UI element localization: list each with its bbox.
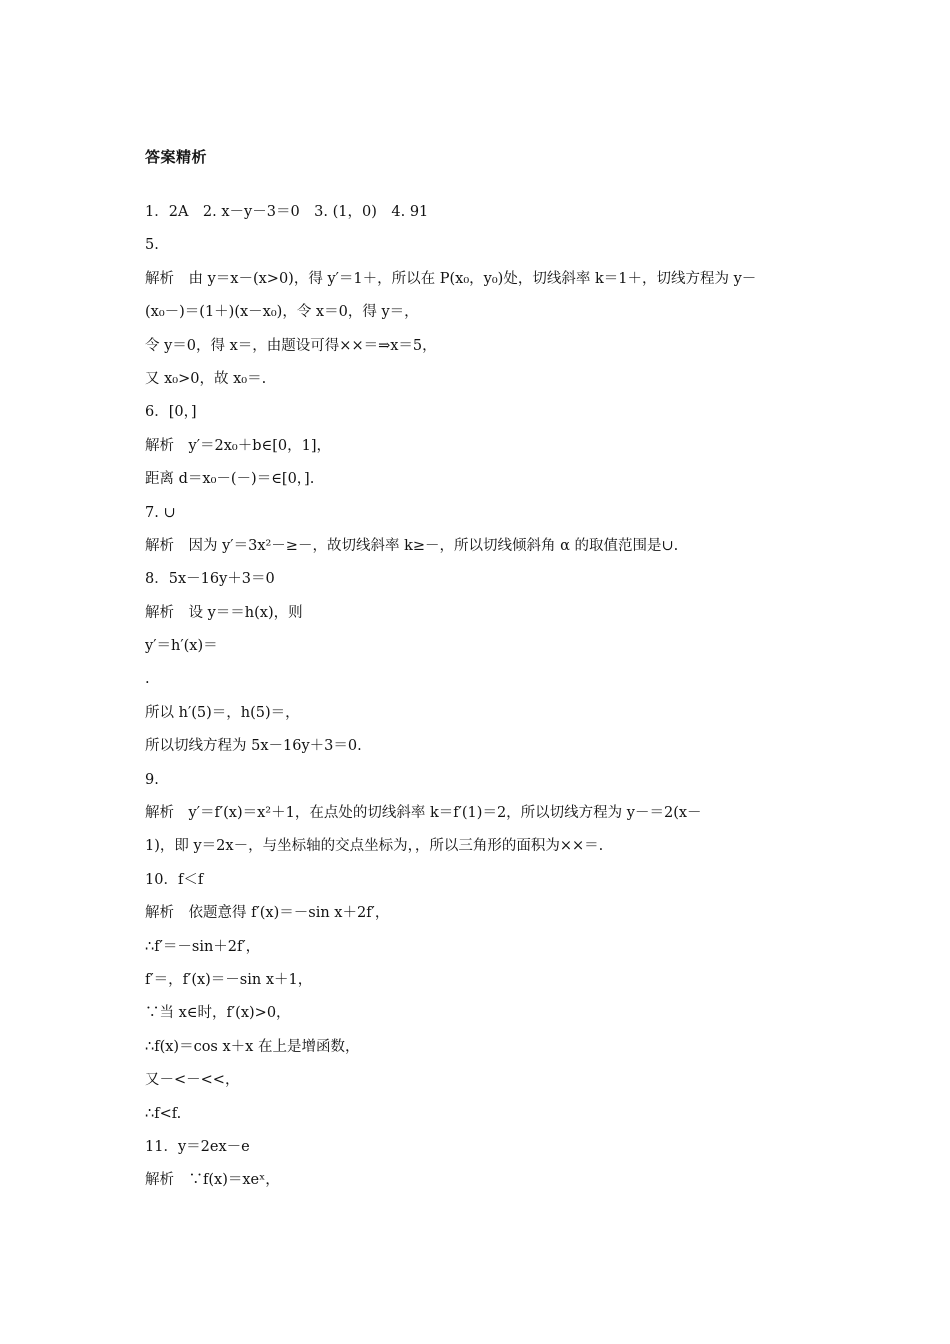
answer-line: (x₀－)＝(1＋)(x－x₀)，令 x＝0，得 y＝， <box>145 304 419 321</box>
answer-line: 又－<－<<， <box>145 1072 240 1089</box>
answer-line: 解析 设 y＝＝h(x)，则 <box>145 604 303 621</box>
answer-heading: 答案精析 <box>145 148 208 166</box>
answer-line: 又 x₀>0，故 x₀＝. <box>145 370 267 387</box>
answer-line: . <box>145 671 150 688</box>
answer-line: ∴f(x)＝cos x＋x 在上是增函数， <box>145 1038 360 1055</box>
answer-line: 1．2A 2. x－y－3＝0 3. (1，0) 4. 91 <box>145 204 429 220</box>
answer-line: 所以切线方程为 5x－16y＋3＝0. <box>145 738 362 755</box>
answer-line: ∴f′＝－sin＋2f′， <box>145 938 261 955</box>
answer-line: 8．5x－16y＋3＝0 <box>145 571 275 588</box>
answer-lines <box>145 200 815 1202</box>
answer-line: 5. <box>145 237 159 254</box>
answer-line: ∵当 x∈时，f′(x)>0， <box>145 1005 291 1022</box>
answer-line: y′＝h′(x)＝ <box>145 638 218 655</box>
answer-line: 解析 依题意得 f′(x)＝－sin x＋2f′， <box>145 905 390 922</box>
answer-line: 距离 d＝x₀－(－)＝∈[0，]. <box>145 471 315 488</box>
answer-line: 解析 因为 y′＝3x²－≥－，故切线斜率 k≥－，所以切线倾斜角 α 的取值范围是∪. <box>145 537 679 554</box>
answer-line: 1)，即 y＝2x－，与坐标轴的交点坐标为，，所以三角形的面积为××＝. <box>145 838 604 855</box>
answer-line: 7. ∪ <box>145 504 176 521</box>
answer-line: 6．[0，] <box>145 404 197 421</box>
answer-line: 所以 h′(5)＝，h(5)＝， <box>145 704 300 721</box>
answer-line: 解析 ∵f(x)＝xeˣ， <box>145 1172 280 1189</box>
answer-line: 解析 y′＝f′(x)＝x²＋1，在点处的切线斜率 k＝f′(1)＝2，所以切线方程为 y－＝2(x－ <box>145 805 702 822</box>
answer-line: 令 y＝0，得 x＝，由题设可得××＝⇒x＝5， <box>145 337 437 354</box>
answer-line: 11．y＝2ex－e <box>145 1138 250 1155</box>
answer-line: 10．f＜f <box>145 871 204 888</box>
answer-line: 解析 由 y＝x－(x>0)，得 y′＝1＋，所以在 P(x₀，y₀)处，切线斜率 k＝1＋，切线方程为 y－ <box>145 270 757 287</box>
answer-line: f′＝，f′(x)＝－sin x＋1， <box>145 971 313 988</box>
answer-line: 9. <box>145 771 159 788</box>
answer-line: 解析 y′＝2x₀＋b∈[0，1]， <box>145 437 331 454</box>
answer-line: ∴f<f. <box>145 1105 182 1122</box>
